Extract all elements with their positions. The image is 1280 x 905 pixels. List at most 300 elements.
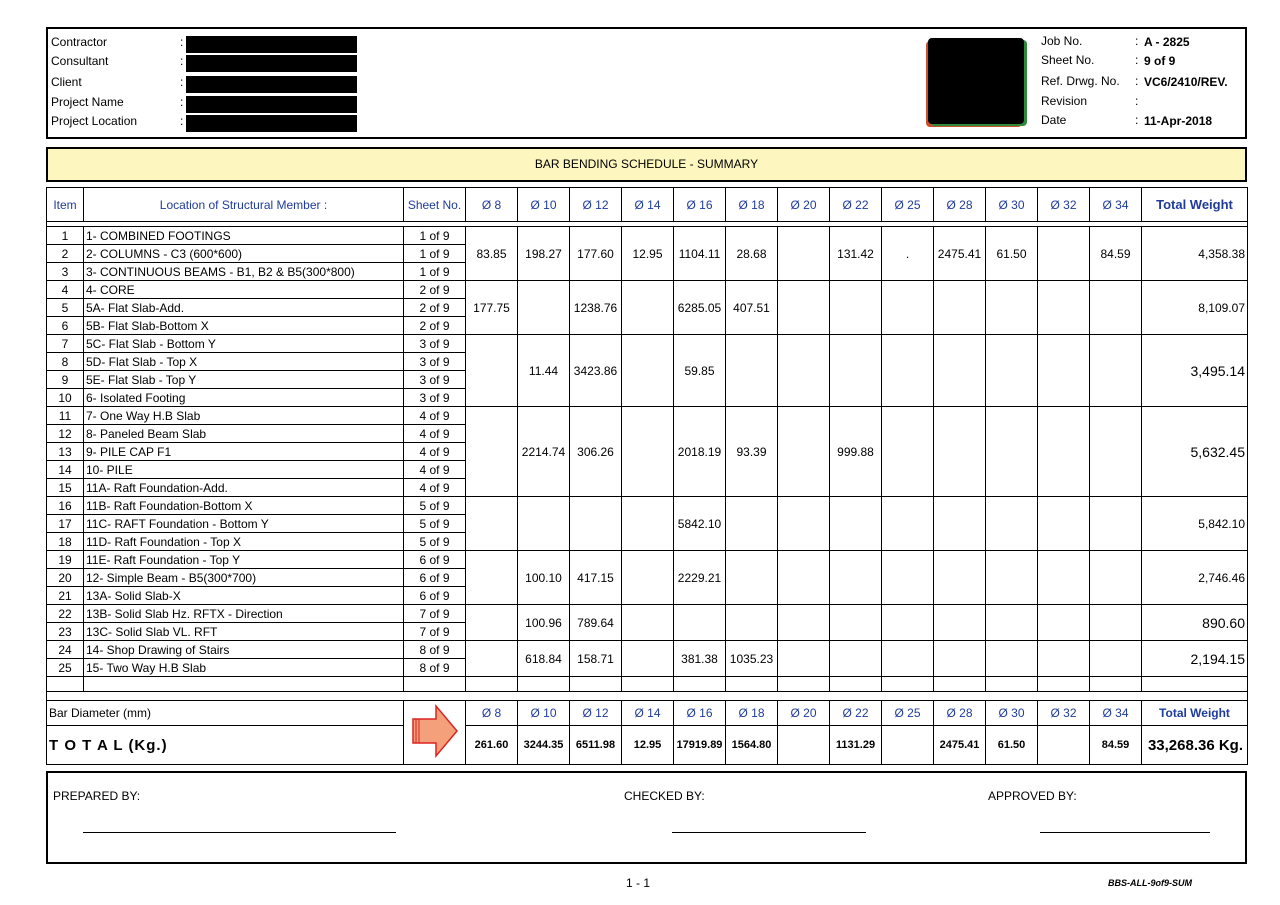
structural-member: 9- PILE CAP F1 <box>84 443 404 461</box>
header-colon: : <box>1135 53 1139 67</box>
diameter-total: 61.50 <box>986 726 1038 765</box>
structural-member: 5A- Flat Slab-Add. <box>84 299 404 317</box>
summary-diameter: Ø 30 <box>986 701 1038 726</box>
structural-member: 11C- RAFT Foundation - Bottom Y <box>84 515 404 533</box>
weight-value <box>1090 605 1142 641</box>
sheet-number: 1 of 9 <box>404 245 466 263</box>
header-label: Project Name <box>51 95 124 109</box>
grand-total: 33,268.36 Kg. <box>1142 726 1248 765</box>
diameter-total: 1564.80 <box>726 726 778 765</box>
structural-member: 7- One Way H.B Slab <box>84 407 404 425</box>
item-number: 1 <box>47 227 84 245</box>
weight-value <box>466 641 518 677</box>
prepared-signature-line <box>83 832 396 833</box>
diameter-total: 84.59 <box>1090 726 1142 765</box>
weight-value <box>622 641 674 677</box>
weight-value <box>986 497 1038 551</box>
structural-member: 13A- Solid Slab-X <box>84 587 404 605</box>
weight-value <box>778 227 830 281</box>
bar-diameter-label: Bar Diameter (mm) <box>47 701 404 726</box>
weight-value <box>778 335 830 407</box>
weight-value: 2229.21 <box>674 551 726 605</box>
structural-member: 5E- Flat Slab - Top Y <box>84 371 404 389</box>
item-number: 7 <box>47 335 84 353</box>
structural-member: 14- Shop Drawing of Stairs <box>84 641 404 659</box>
weight-value <box>882 497 934 551</box>
item-number: 12 <box>47 425 84 443</box>
blank-cell <box>622 677 674 692</box>
weight-value <box>882 335 934 407</box>
weight-value <box>1090 551 1142 605</box>
sheet-number: 4 of 9 <box>404 443 466 461</box>
blank-cell <box>570 677 622 692</box>
structural-member: 5C- Flat Slab - Bottom Y <box>84 335 404 353</box>
header-diameter: Ø 10 <box>518 188 570 222</box>
weight-value <box>622 605 674 641</box>
sheet-number: 4 of 9 <box>404 461 466 479</box>
weight-value: 61.50 <box>986 227 1038 281</box>
blank-cell <box>674 677 726 692</box>
blank-cell <box>934 677 986 692</box>
signature-box <box>46 771 1247 864</box>
item-number: 18 <box>47 533 84 551</box>
page-title: BAR BENDING SCHEDULE - SUMMARY <box>46 147 1247 182</box>
weight-value <box>986 335 1038 407</box>
structural-member: 8- Paneled Beam Slab <box>84 425 404 443</box>
header-diameter: Ø 14 <box>622 188 674 222</box>
spacer-cell <box>47 692 1248 701</box>
header-colon: : <box>180 54 184 68</box>
approved-by-label: APPROVED BY: <box>988 789 1077 803</box>
weight-value <box>830 497 882 551</box>
group-total-weight: 890.60 <box>1142 605 1248 641</box>
weight-value <box>1090 407 1142 497</box>
total-label: T O T A L (Kg.) <box>47 726 404 765</box>
weight-value <box>1090 641 1142 677</box>
item-number: 3 <box>47 263 84 281</box>
weight-value <box>726 335 778 407</box>
sheet-number: 6 of 9 <box>404 569 466 587</box>
table-spacer <box>47 692 1248 701</box>
sheet-number: 5 of 9 <box>404 533 466 551</box>
redacted-field <box>186 55 357 72</box>
weight-value <box>934 497 986 551</box>
summary-diameter: Ø 10 <box>518 701 570 726</box>
header-value: A - 2825 <box>1144 35 1190 49</box>
weight-value: 1104.11 <box>674 227 726 281</box>
structural-member: 11E- Raft Foundation - Top Y <box>84 551 404 569</box>
structural-member: 11A- Raft Foundation-Add. <box>84 479 404 497</box>
weight-value <box>1038 605 1090 641</box>
weight-value: 28.68 <box>726 227 778 281</box>
weight-value: 11.44 <box>518 335 570 407</box>
table-row <box>47 551 1248 569</box>
item-number: 2 <box>47 245 84 263</box>
weight-value <box>466 497 518 551</box>
header-colon: : <box>180 114 184 128</box>
group-total-weight: 5,842.10 <box>1142 497 1248 551</box>
sheet-number: 3 of 9 <box>404 371 466 389</box>
header-label: Job No. <box>1041 34 1083 48</box>
weight-value <box>1038 497 1090 551</box>
item-number: 14 <box>47 461 84 479</box>
arrow-cell <box>404 701 466 765</box>
sheet-number: 5 of 9 <box>404 515 466 533</box>
header-label: Revision <box>1041 94 1088 108</box>
header-item: Item <box>47 188 84 222</box>
blank-cell <box>830 677 882 692</box>
header-diameter: Ø 25 <box>882 188 934 222</box>
sheet-number: 1 of 9 <box>404 227 466 245</box>
weight-value: 100.10 <box>518 551 570 605</box>
item-number: 8 <box>47 353 84 371</box>
header-label: Date <box>1041 113 1067 127</box>
weight-value: 407.51 <box>726 281 778 335</box>
weight-value <box>726 551 778 605</box>
weight-value <box>986 551 1038 605</box>
weight-value: 93.39 <box>726 407 778 497</box>
summary-diameter: Ø 20 <box>778 701 830 726</box>
sheet-number: 6 of 9 <box>404 551 466 569</box>
summary-diameter: Ø 18 <box>726 701 778 726</box>
sheet-number: 2 of 9 <box>404 281 466 299</box>
weight-value <box>622 281 674 335</box>
weight-value <box>1090 335 1142 407</box>
weight-value: 417.15 <box>570 551 622 605</box>
group-total-weight: 2,194.15 <box>1142 641 1248 677</box>
sheet-number: 8 of 9 <box>404 659 466 677</box>
group-total-weight: 5,632.45 <box>1142 407 1248 497</box>
header-diameter: Ø 32 <box>1038 188 1090 222</box>
blank-cell <box>404 677 466 692</box>
weight-value <box>1038 641 1090 677</box>
header-diameter: Ø 18 <box>726 188 778 222</box>
header-total-weight: Total Weight <box>1142 188 1248 222</box>
blank-cell <box>1142 677 1248 692</box>
weight-value <box>934 281 986 335</box>
structural-member: 6- Isolated Footing <box>84 389 404 407</box>
item-number: 4 <box>47 281 84 299</box>
item-number: 20 <box>47 569 84 587</box>
header-colon: : <box>1135 94 1139 108</box>
weight-value <box>830 335 882 407</box>
weight-value: 100.96 <box>518 605 570 641</box>
structural-member: 5B- Flat Slab-Bottom X <box>84 317 404 335</box>
blank-cell <box>778 677 830 692</box>
header-label: Contractor <box>51 35 108 49</box>
weight-value <box>778 497 830 551</box>
header-location: Location of Structural Member : <box>84 188 404 222</box>
group-total-weight: 2,746.46 <box>1142 551 1248 605</box>
structural-member: 11D- Raft Foundation - Top X <box>84 533 404 551</box>
header-colon: : <box>1135 113 1139 127</box>
weight-value <box>934 407 986 497</box>
redacted-field <box>186 96 357 113</box>
sheet-number: 3 of 9 <box>404 353 466 371</box>
summary-diameter: Ø 28 <box>934 701 986 726</box>
weight-value: 198.27 <box>518 227 570 281</box>
weight-value <box>622 407 674 497</box>
sheet-number: 6 of 9 <box>404 587 466 605</box>
weight-value <box>1038 335 1090 407</box>
header-colon: : <box>1135 74 1139 88</box>
weight-value <box>882 641 934 677</box>
header-sheet-no: Sheet No. <box>404 188 466 222</box>
structural-member: 3- CONTINUOUS BEAMS - B1, B2 & B5(300*800) <box>84 263 404 281</box>
weight-value <box>1090 281 1142 335</box>
blank-cell <box>1038 677 1090 692</box>
sheet-number: 3 of 9 <box>404 389 466 407</box>
diameter-total <box>778 726 830 765</box>
weight-value <box>934 335 986 407</box>
weight-value <box>778 641 830 677</box>
total-row <box>47 726 1248 765</box>
structural-member: 10- PILE <box>84 461 404 479</box>
sheet-number: 1 of 9 <box>404 263 466 281</box>
weight-value <box>466 335 518 407</box>
weight-value <box>934 551 986 605</box>
item-number: 24 <box>47 641 84 659</box>
structural-member: 5D- Flat Slab - Top X <box>84 353 404 371</box>
table-row <box>47 281 1248 299</box>
blank-cell <box>882 677 934 692</box>
weight-value: 158.71 <box>570 641 622 677</box>
header-diameter: Ø 30 <box>986 188 1038 222</box>
prepared-by-label: PREPARED BY: <box>53 789 141 803</box>
diameter-total: 3244.35 <box>518 726 570 765</box>
header-label: Client <box>51 75 82 89</box>
document-code: BBS-ALL-9of9-SUM <box>1108 878 1192 888</box>
header-colon: : <box>180 75 184 89</box>
weight-value: 59.85 <box>674 335 726 407</box>
weight-value: 177.75 <box>466 281 518 335</box>
structural-member: 1- COMBINED FOOTINGS <box>84 227 404 245</box>
checked-signature-line <box>672 832 866 833</box>
summary-diameter: Ø 8 <box>466 701 518 726</box>
summary-diameter: Ø 32 <box>1038 701 1090 726</box>
weight-value <box>934 641 986 677</box>
weight-value: 131.42 <box>830 227 882 281</box>
group-total-weight: 3,495.14 <box>1142 335 1248 407</box>
structural-member: 15- Two Way H.B Slab <box>84 659 404 677</box>
header-label: Project Location <box>51 114 138 128</box>
header-diameter: Ø 28 <box>934 188 986 222</box>
table-row <box>47 641 1248 659</box>
redacted-field <box>186 76 357 93</box>
weight-value: 381.38 <box>674 641 726 677</box>
weight-value: 177.60 <box>570 227 622 281</box>
summary-total-weight-header: Total Weight <box>1142 701 1248 726</box>
header-colon: : <box>1135 34 1139 48</box>
item-number: 16 <box>47 497 84 515</box>
checked-by-label: CHECKED BY: <box>624 789 705 803</box>
weight-value <box>1038 407 1090 497</box>
sheet-number: 3 of 9 <box>404 335 466 353</box>
weight-value <box>986 281 1038 335</box>
weight-value: . <box>882 227 934 281</box>
sheet-number: 4 of 9 <box>404 407 466 425</box>
blank-cell <box>47 677 84 692</box>
weight-value <box>466 605 518 641</box>
weight-value <box>778 551 830 605</box>
diameter-total <box>882 726 934 765</box>
weight-value: 1238.76 <box>570 281 622 335</box>
weight-value <box>882 551 934 605</box>
diameter-total: 6511.98 <box>570 726 622 765</box>
structural-member: 11B- Raft Foundation-Bottom X <box>84 497 404 515</box>
sheet-number: 4 of 9 <box>404 479 466 497</box>
header-value: 11-Apr-2018 <box>1144 114 1213 128</box>
weight-value <box>830 605 882 641</box>
weight-value <box>466 407 518 497</box>
weight-value: 5842.10 <box>674 497 726 551</box>
weight-value: 3423.86 <box>570 335 622 407</box>
weight-value <box>1038 281 1090 335</box>
weight-value <box>622 551 674 605</box>
weight-value <box>986 641 1038 677</box>
weight-value <box>830 551 882 605</box>
weight-value: 12.95 <box>622 227 674 281</box>
item-number: 17 <box>47 515 84 533</box>
weight-value: 2018.19 <box>674 407 726 497</box>
item-number: 9 <box>47 371 84 389</box>
logo-redacted <box>928 38 1024 124</box>
blank-cell <box>726 677 778 692</box>
weight-value <box>1090 497 1142 551</box>
sheet-number: 5 of 9 <box>404 497 466 515</box>
summary-diameter: Ø 16 <box>674 701 726 726</box>
header-diameter: Ø 20 <box>778 188 830 222</box>
weight-value: 84.59 <box>1090 227 1142 281</box>
table-row <box>47 497 1248 515</box>
blank-cell <box>84 677 404 692</box>
sheet-number: 7 of 9 <box>404 623 466 641</box>
sheet-number: 8 of 9 <box>404 641 466 659</box>
weight-value <box>726 497 778 551</box>
item-number: 11 <box>47 407 84 425</box>
approved-signature-line <box>1040 832 1210 833</box>
sheet-number: 2 of 9 <box>404 317 466 335</box>
blank-cell <box>986 677 1038 692</box>
weight-value <box>882 281 934 335</box>
weight-value <box>622 335 674 407</box>
item-number: 15 <box>47 479 84 497</box>
header-colon: : <box>180 35 184 49</box>
diameter-total <box>1038 726 1090 765</box>
weight-value <box>986 605 1038 641</box>
right-arrow-icon <box>410 703 460 759</box>
diameter-total: 261.60 <box>466 726 518 765</box>
blank-cell <box>1090 677 1142 692</box>
item-number: 25 <box>47 659 84 677</box>
weight-value <box>830 281 882 335</box>
header-diameter: Ø 22 <box>830 188 882 222</box>
header-label: Sheet No. <box>1041 53 1095 67</box>
weight-value <box>622 497 674 551</box>
table-header-row <box>47 188 1248 222</box>
item-number: 21 <box>47 587 84 605</box>
weight-value: 789.64 <box>570 605 622 641</box>
weight-value: 306.26 <box>570 407 622 497</box>
header-diameter: Ø 16 <box>674 188 726 222</box>
weight-value: 1035.23 <box>726 641 778 677</box>
header-label: Ref. Drwg. No. <box>1041 74 1120 88</box>
weight-value: 83.85 <box>466 227 518 281</box>
sheet-number: 4 of 9 <box>404 425 466 443</box>
header-diameter: Ø 34 <box>1090 188 1142 222</box>
item-number: 22 <box>47 605 84 623</box>
group-total-weight: 4,358.38 <box>1142 227 1248 281</box>
weight-value <box>518 281 570 335</box>
diameter-total: 2475.41 <box>934 726 986 765</box>
table-row <box>47 407 1248 425</box>
table-row <box>47 335 1248 353</box>
weight-value <box>882 605 934 641</box>
item-number: 23 <box>47 623 84 641</box>
diameter-total: 12.95 <box>622 726 674 765</box>
header-value: 9 of 9 <box>1144 54 1176 68</box>
sheet-number: 2 of 9 <box>404 299 466 317</box>
weight-value: 6285.05 <box>674 281 726 335</box>
item-number: 6 <box>47 317 84 335</box>
item-number: 19 <box>47 551 84 569</box>
structural-member: 4- CORE <box>84 281 404 299</box>
weight-value <box>986 407 1038 497</box>
item-number: 5 <box>47 299 84 317</box>
weight-value <box>882 407 934 497</box>
redacted-field <box>186 115 357 132</box>
blank-cell <box>466 677 518 692</box>
structural-member: 13C- Solid Slab VL. RFT <box>84 623 404 641</box>
weight-value <box>674 605 726 641</box>
weight-value: 999.88 <box>830 407 882 497</box>
header-value: VC6/2410/REV. <box>1144 75 1228 89</box>
summary-diameter: Ø 14 <box>622 701 674 726</box>
group-total-weight: 8,109.07 <box>1142 281 1248 335</box>
diameter-total: 17919.89 <box>674 726 726 765</box>
summary-diameter: Ø 25 <box>882 701 934 726</box>
blank-row <box>47 677 1248 692</box>
weight-value <box>778 407 830 497</box>
summary-diameter: Ø 22 <box>830 701 882 726</box>
diameter-total: 1131.29 <box>830 726 882 765</box>
weight-value <box>778 605 830 641</box>
table-row <box>47 227 1248 245</box>
weight-value: 2214.74 <box>518 407 570 497</box>
redacted-field <box>186 36 357 53</box>
header-diameter: Ø 12 <box>570 188 622 222</box>
summary-diameter: Ø 12 <box>570 701 622 726</box>
summary-diameter: Ø 34 <box>1090 701 1142 726</box>
page-number: 1 - 1 <box>626 876 651 890</box>
weight-value <box>726 605 778 641</box>
weight-value <box>1038 227 1090 281</box>
item-number: 13 <box>47 443 84 461</box>
header-diameter: Ø 8 <box>466 188 518 222</box>
structural-member: 2- COLUMNS - C3 (600*600) <box>84 245 404 263</box>
header-label: Consultant <box>51 54 109 68</box>
item-number: 10 <box>47 389 84 407</box>
structural-member: 12- Simple Beam - B5(300*700) <box>84 569 404 587</box>
weight-value <box>830 641 882 677</box>
weight-value: 2475.41 <box>934 227 986 281</box>
blank-cell <box>518 677 570 692</box>
schedule-table <box>46 187 1248 765</box>
weight-value <box>778 281 830 335</box>
weight-value <box>518 497 570 551</box>
weight-value <box>1038 551 1090 605</box>
weight-value <box>934 605 986 641</box>
